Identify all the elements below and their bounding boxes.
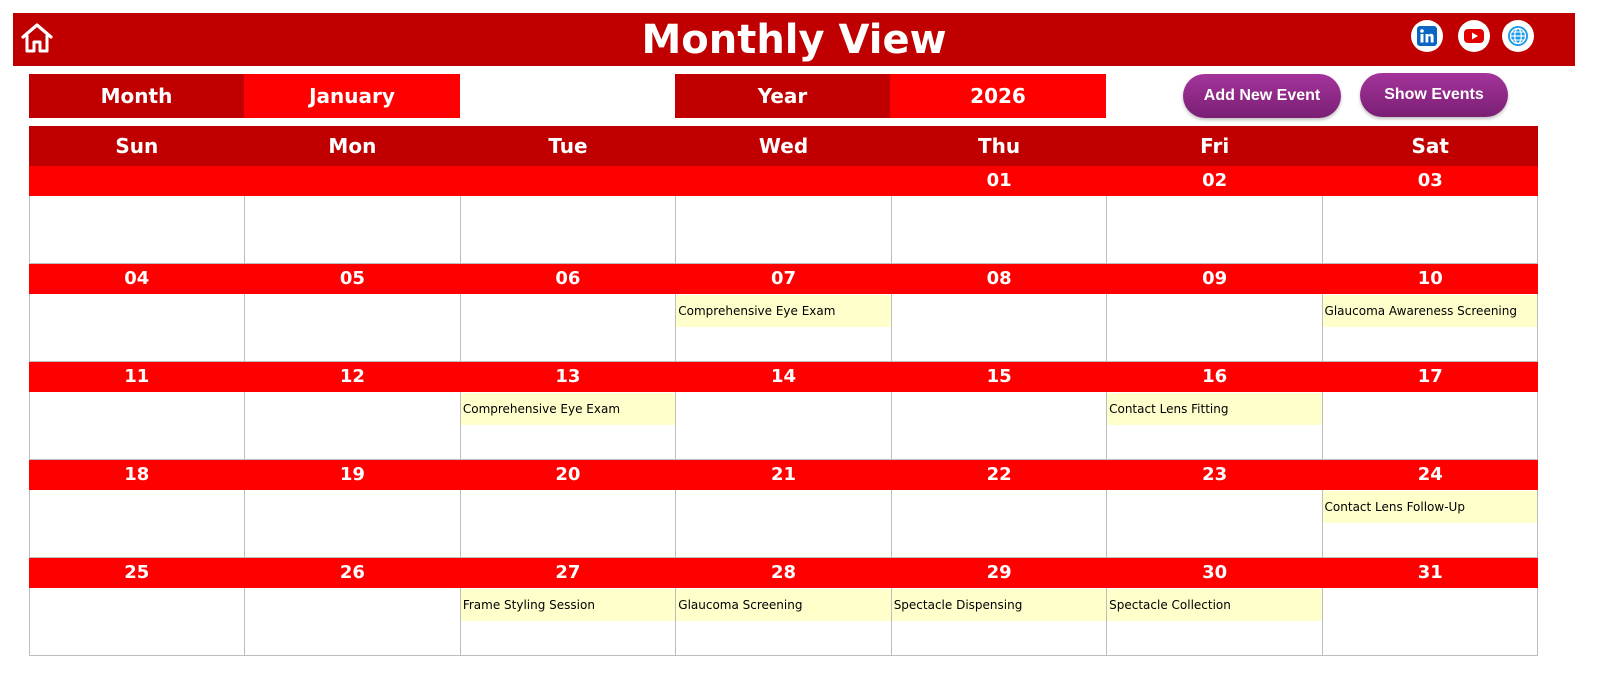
show-events-button[interactable]: Show Events <box>1360 73 1508 117</box>
weekday-header <box>29 126 1538 166</box>
weekday-mon: Mon <box>328 134 377 158</box>
day-cell[interactable] <box>244 196 459 264</box>
day-number: 18 <box>124 464 150 485</box>
day-number: 16 <box>1202 366 1228 387</box>
day-cell[interactable] <box>460 588 675 656</box>
day-number: 22 <box>986 464 1012 485</box>
day-number: 31 <box>1417 562 1443 583</box>
week-row <box>29 490 1538 558</box>
day-cell[interactable] <box>29 294 244 362</box>
event-entry[interactable]: Contact Lens Follow-Up <box>1323 491 1537 523</box>
day-cell[interactable] <box>460 294 675 362</box>
week-row <box>29 196 1538 264</box>
day-number: 01 <box>986 170 1012 191</box>
weekday-fri: Fri <box>1200 134 1230 158</box>
event-entry[interactable]: Glaucoma Screening <box>676 589 890 621</box>
day-number: 21 <box>770 464 797 485</box>
date-row <box>29 460 1538 490</box>
day-cell[interactable] <box>891 294 1106 362</box>
week-row <box>29 588 1538 656</box>
week-row <box>29 294 1538 362</box>
day-number <box>245 166 461 196</box>
event-entry[interactable]: Spectacle Collection <box>1107 589 1321 621</box>
day-cell[interactable] <box>1106 490 1321 558</box>
day-number: 09 <box>1202 268 1228 289</box>
day-number: 07 <box>770 268 797 289</box>
day-number <box>676 166 892 196</box>
event-entry[interactable]: Comprehensive Eye Exam <box>676 295 890 327</box>
day-number: 10 <box>1417 268 1443 289</box>
event-entry[interactable]: Glaucoma Awareness Screening <box>1323 295 1537 327</box>
weekday-thu: Thu <box>978 134 1021 158</box>
youtube-icon[interactable] <box>1458 20 1490 52</box>
month-label: Month <box>29 74 244 118</box>
day-number: 24 <box>1417 464 1443 485</box>
event-entry[interactable]: Contact Lens Fitting <box>1107 393 1321 425</box>
day-cell[interactable] <box>244 294 459 362</box>
day-number: 14 <box>770 366 797 387</box>
calendar-grid <box>29 126 1538 656</box>
day-cell[interactable] <box>1322 196 1538 264</box>
day-number: 15 <box>986 366 1012 387</box>
event-entry[interactable]: Comprehensive Eye Exam <box>461 393 675 425</box>
day-cell[interactable] <box>675 490 890 558</box>
day-cell[interactable] <box>460 196 675 264</box>
weekday-sun: Sun <box>115 134 159 158</box>
day-cell[interactable] <box>891 490 1106 558</box>
month-select[interactable]: January <box>244 74 460 118</box>
day-cell[interactable] <box>675 392 890 460</box>
weekday-tue: Tue <box>548 134 588 158</box>
day-number: 17 <box>1417 366 1443 387</box>
date-row <box>29 264 1538 294</box>
date-row <box>29 558 1538 588</box>
day-cell[interactable] <box>675 196 890 264</box>
day-cell[interactable] <box>1322 392 1538 460</box>
day-cell[interactable] <box>244 588 459 656</box>
day-number: 27 <box>555 562 581 583</box>
day-cell[interactable] <box>1106 392 1321 460</box>
day-number: 02 <box>1202 170 1228 191</box>
day-cell[interactable] <box>1106 294 1321 362</box>
day-number <box>29 166 245 196</box>
day-cell[interactable] <box>891 588 1106 656</box>
day-number: 25 <box>124 562 150 583</box>
day-cell[interactable] <box>891 392 1106 460</box>
day-number: 20 <box>555 464 581 485</box>
day-number: 05 <box>339 268 365 289</box>
date-row <box>29 166 1538 196</box>
day-number: 11 <box>124 366 150 387</box>
event-entry[interactable]: Spectacle Dispensing <box>892 589 1106 621</box>
add-new-event-button[interactable]: Add New Event <box>1183 74 1341 118</box>
day-cell[interactable] <box>460 392 675 460</box>
day-number: 13 <box>555 366 581 387</box>
day-cell[interactable] <box>244 490 459 558</box>
day-cell[interactable] <box>29 392 244 460</box>
day-cell[interactable] <box>29 196 244 264</box>
weekday-wed: Wed <box>758 134 809 158</box>
date-row <box>29 362 1538 392</box>
day-number: 29 <box>986 562 1012 583</box>
day-cell[interactable] <box>1322 588 1538 656</box>
event-entry[interactable]: Frame Styling Session <box>461 589 675 621</box>
day-cell[interactable] <box>1106 196 1321 264</box>
page-title: Monthly View <box>641 17 947 63</box>
day-number: 30 <box>1202 562 1228 583</box>
day-number: 26 <box>339 562 365 583</box>
day-cell[interactable] <box>460 490 675 558</box>
day-cell[interactable] <box>29 490 244 558</box>
day-number: 12 <box>339 366 365 387</box>
day-number: 08 <box>986 268 1012 289</box>
day-number: 06 <box>555 268 581 289</box>
day-number: 04 <box>124 268 150 289</box>
weekday-sat: Sat <box>1411 134 1449 158</box>
day-number: 19 <box>339 464 365 485</box>
day-cell[interactable] <box>891 196 1106 264</box>
day-number <box>460 166 676 196</box>
year-select[interactable]: 2026 <box>890 74 1106 118</box>
day-cell[interactable] <box>29 588 244 656</box>
day-cell[interactable] <box>1106 588 1321 656</box>
day-number: 28 <box>770 562 797 583</box>
linkedin-icon[interactable] <box>1411 20 1443 52</box>
day-cell[interactable] <box>244 392 459 460</box>
header-banner <box>13 13 1575 66</box>
day-number: 03 <box>1417 170 1443 191</box>
year-label: Year <box>675 74 890 118</box>
day-cell[interactable] <box>1322 490 1538 558</box>
day-cell[interactable] <box>1322 294 1538 362</box>
day-number: 23 <box>1202 464 1228 485</box>
globe-icon[interactable] <box>1502 20 1534 52</box>
week-row <box>29 392 1538 460</box>
day-cell[interactable] <box>675 294 890 362</box>
day-cell[interactable] <box>675 588 890 656</box>
